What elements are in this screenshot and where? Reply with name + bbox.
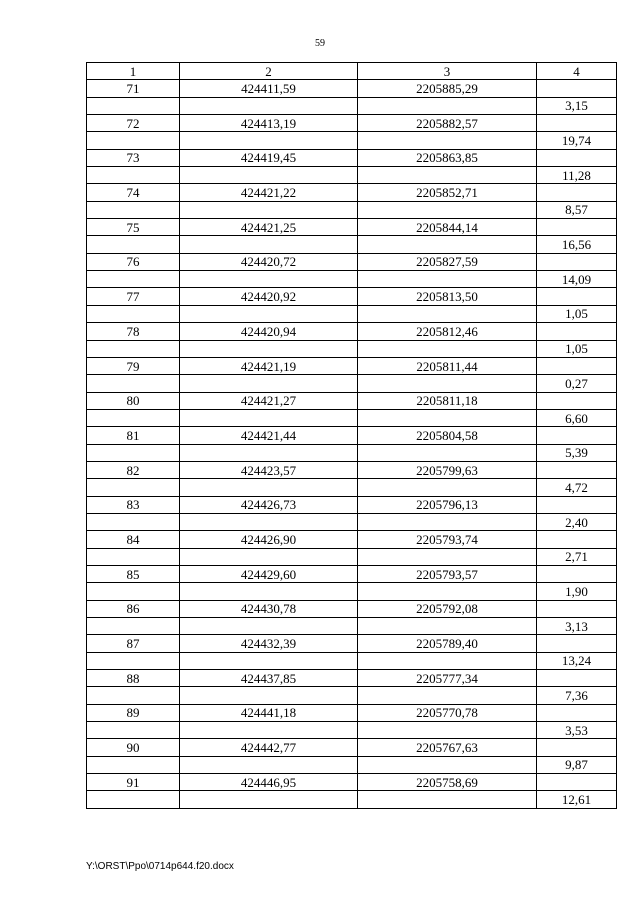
point-number-cell: 71 xyxy=(87,80,180,97)
table-row xyxy=(87,392,617,409)
distance-cell: 13,24 xyxy=(537,652,617,669)
x-coordinate-cell: 424423,57 xyxy=(180,461,358,478)
x-coordinate-cell: 424421,22 xyxy=(180,184,358,201)
empty-cell xyxy=(358,305,537,322)
point-number-cell: 72 xyxy=(87,115,180,132)
table-row-distance xyxy=(87,132,617,149)
empty-cell xyxy=(358,97,537,114)
table-row-distance xyxy=(87,201,617,218)
point-number-cell: 88 xyxy=(87,670,180,687)
y-coordinate-cell: 2205885,29 xyxy=(358,80,537,97)
empty-cell xyxy=(87,271,180,288)
empty-cell xyxy=(537,80,617,97)
table-row-distance xyxy=(87,167,617,184)
distance-cell: 11,28 xyxy=(537,167,617,184)
empty-cell xyxy=(358,722,537,739)
empty-cell xyxy=(87,375,180,392)
column-header-4: 4 xyxy=(537,63,617,80)
point-number-cell: 84 xyxy=(87,531,180,548)
x-coordinate-cell: 424420,94 xyxy=(180,323,358,340)
table-row-distance xyxy=(87,583,617,600)
table-row xyxy=(87,565,617,582)
empty-cell xyxy=(180,479,358,496)
table-row-distance xyxy=(87,548,617,565)
empty-cell xyxy=(180,305,358,322)
empty-cell xyxy=(180,375,358,392)
empty-cell xyxy=(537,704,617,721)
distance-cell: 7,36 xyxy=(537,687,617,704)
empty-cell xyxy=(180,687,358,704)
point-number-cell: 80 xyxy=(87,392,180,409)
x-coordinate-cell: 424432,39 xyxy=(180,635,358,652)
empty-cell xyxy=(358,791,537,808)
point-number-cell: 83 xyxy=(87,496,180,513)
point-number-cell: 76 xyxy=(87,253,180,270)
empty-cell xyxy=(180,201,358,218)
point-number-cell: 87 xyxy=(87,635,180,652)
empty-cell xyxy=(537,774,617,791)
column-header-2: 2 xyxy=(180,63,358,80)
empty-cell xyxy=(358,340,537,357)
empty-cell xyxy=(87,409,180,426)
empty-cell xyxy=(87,687,180,704)
empty-cell xyxy=(180,513,358,530)
empty-cell xyxy=(87,652,180,669)
table-row-distance xyxy=(87,236,617,253)
empty-cell xyxy=(180,548,358,565)
distance-cell: 19,74 xyxy=(537,132,617,149)
table-row xyxy=(87,427,617,444)
empty-cell xyxy=(358,271,537,288)
empty-cell xyxy=(87,548,180,565)
point-number-cell: 73 xyxy=(87,149,180,166)
empty-cell xyxy=(87,722,180,739)
empty-cell xyxy=(180,444,358,461)
empty-cell xyxy=(180,791,358,808)
table-row xyxy=(87,219,617,236)
table-row-distance xyxy=(87,444,617,461)
point-number-cell: 91 xyxy=(87,774,180,791)
y-coordinate-cell: 2205793,57 xyxy=(358,565,537,582)
distance-cell: 4,72 xyxy=(537,479,617,496)
point-number-cell: 90 xyxy=(87,739,180,756)
table-row xyxy=(87,496,617,513)
empty-cell xyxy=(358,513,537,530)
y-coordinate-cell: 2205863,85 xyxy=(358,149,537,166)
empty-cell xyxy=(180,271,358,288)
point-number-cell: 81 xyxy=(87,427,180,444)
empty-cell xyxy=(87,167,180,184)
y-coordinate-cell: 2205789,40 xyxy=(358,635,537,652)
point-number-cell: 78 xyxy=(87,323,180,340)
table-row-distance xyxy=(87,409,617,426)
y-coordinate-cell: 2205813,50 xyxy=(358,288,537,305)
empty-cell xyxy=(537,253,617,270)
distance-cell: 6,60 xyxy=(537,409,617,426)
x-coordinate-cell: 424419,45 xyxy=(180,149,358,166)
empty-cell xyxy=(87,479,180,496)
x-coordinate-cell: 424437,85 xyxy=(180,670,358,687)
y-coordinate-cell: 2205792,08 xyxy=(358,600,537,617)
point-number-cell: 74 xyxy=(87,184,180,201)
file-path-footer: Y:\ORST\Ppo\0714p644.f20.docx xyxy=(86,861,234,872)
point-number-cell: 79 xyxy=(87,357,180,374)
empty-cell xyxy=(180,618,358,635)
table-row xyxy=(87,600,617,617)
y-coordinate-cell: 2205767,63 xyxy=(358,739,537,756)
point-number-cell: 86 xyxy=(87,600,180,617)
y-coordinate-cell: 2205799,63 xyxy=(358,461,537,478)
x-coordinate-cell: 424421,19 xyxy=(180,357,358,374)
distance-cell: 3,53 xyxy=(537,722,617,739)
point-number-cell: 82 xyxy=(87,461,180,478)
empty-cell xyxy=(358,236,537,253)
point-number-cell: 77 xyxy=(87,288,180,305)
table-row xyxy=(87,774,617,791)
empty-cell xyxy=(537,670,617,687)
empty-cell xyxy=(180,652,358,669)
y-coordinate-cell: 2205827,59 xyxy=(358,253,537,270)
distance-cell: 5,39 xyxy=(537,444,617,461)
empty-cell xyxy=(358,201,537,218)
distance-cell: 2,40 xyxy=(537,513,617,530)
x-coordinate-cell: 424430,78 xyxy=(180,600,358,617)
empty-cell xyxy=(87,201,180,218)
empty-cell xyxy=(537,219,617,236)
empty-cell xyxy=(537,184,617,201)
table-header-row xyxy=(87,63,617,80)
empty-cell xyxy=(537,531,617,548)
distance-cell: 12,61 xyxy=(537,791,617,808)
table-row-distance xyxy=(87,375,617,392)
distance-cell: 16,56 xyxy=(537,236,617,253)
y-coordinate-cell: 2205770,78 xyxy=(358,704,537,721)
empty-cell xyxy=(537,288,617,305)
table-row xyxy=(87,461,617,478)
empty-cell xyxy=(537,739,617,756)
empty-cell xyxy=(537,115,617,132)
empty-cell xyxy=(180,167,358,184)
table-row-distance xyxy=(87,479,617,496)
x-coordinate-cell: 424420,92 xyxy=(180,288,358,305)
empty-cell xyxy=(537,635,617,652)
distance-cell: 8,57 xyxy=(537,201,617,218)
column-header-1: 1 xyxy=(87,63,180,80)
table-row-distance xyxy=(87,687,617,704)
empty-cell xyxy=(87,756,180,773)
x-coordinate-cell: 424421,27 xyxy=(180,392,358,409)
y-coordinate-cell: 2205796,13 xyxy=(358,496,537,513)
table-row xyxy=(87,670,617,687)
point-number-cell: 85 xyxy=(87,565,180,582)
x-coordinate-cell: 424421,44 xyxy=(180,427,358,444)
x-coordinate-cell: 424446,95 xyxy=(180,774,358,791)
distance-cell: 1,90 xyxy=(537,583,617,600)
x-coordinate-cell: 424442,77 xyxy=(180,739,358,756)
y-coordinate-cell: 2205758,69 xyxy=(358,774,537,791)
table-row-distance xyxy=(87,305,617,322)
table-row xyxy=(87,531,617,548)
table-row-distance xyxy=(87,756,617,773)
table-row xyxy=(87,184,617,201)
table-row-distance xyxy=(87,791,617,808)
y-coordinate-cell: 2205844,14 xyxy=(358,219,537,236)
empty-cell xyxy=(180,97,358,114)
empty-cell xyxy=(537,565,617,582)
table-body xyxy=(87,80,617,808)
distance-cell: 1,05 xyxy=(537,340,617,357)
x-coordinate-cell: 424426,73 xyxy=(180,496,358,513)
distance-cell: 3,15 xyxy=(537,97,617,114)
empty-cell xyxy=(537,392,617,409)
empty-cell xyxy=(180,583,358,600)
distance-cell: 0,27 xyxy=(537,375,617,392)
table-row xyxy=(87,149,617,166)
empty-cell xyxy=(537,496,617,513)
table-row xyxy=(87,288,617,305)
table-row-distance xyxy=(87,618,617,635)
empty-cell xyxy=(358,548,537,565)
table-row xyxy=(87,323,617,340)
x-coordinate-cell: 424413,19 xyxy=(180,115,358,132)
x-coordinate-cell: 424420,72 xyxy=(180,253,358,270)
empty-cell xyxy=(358,444,537,461)
y-coordinate-cell: 2205882,57 xyxy=(358,115,537,132)
empty-cell xyxy=(180,236,358,253)
y-coordinate-cell: 2205804,58 xyxy=(358,427,537,444)
table-row xyxy=(87,704,617,721)
coordinates-table xyxy=(86,62,617,809)
empty-cell xyxy=(537,461,617,478)
empty-cell xyxy=(87,513,180,530)
table-row-distance xyxy=(87,652,617,669)
empty-cell xyxy=(358,167,537,184)
empty-cell xyxy=(180,132,358,149)
empty-cell xyxy=(537,427,617,444)
y-coordinate-cell: 2205777,34 xyxy=(358,670,537,687)
table-row xyxy=(87,357,617,374)
empty-cell xyxy=(87,132,180,149)
empty-cell xyxy=(537,323,617,340)
y-coordinate-cell: 2205811,44 xyxy=(358,357,537,374)
empty-cell xyxy=(537,357,617,374)
distance-cell: 2,71 xyxy=(537,548,617,565)
y-coordinate-cell: 2205812,46 xyxy=(358,323,537,340)
empty-cell xyxy=(358,375,537,392)
table-row-distance xyxy=(87,340,617,357)
empty-cell xyxy=(358,479,537,496)
table-row-distance xyxy=(87,271,617,288)
distance-cell: 3,13 xyxy=(537,618,617,635)
empty-cell xyxy=(180,756,358,773)
empty-cell xyxy=(358,687,537,704)
empty-cell xyxy=(358,132,537,149)
y-coordinate-cell: 2205852,71 xyxy=(358,184,537,201)
x-coordinate-cell: 424411,59 xyxy=(180,80,358,97)
empty-cell xyxy=(180,722,358,739)
table-row xyxy=(87,739,617,756)
empty-cell xyxy=(87,97,180,114)
empty-cell xyxy=(180,409,358,426)
empty-cell xyxy=(87,236,180,253)
empty-cell xyxy=(358,583,537,600)
x-coordinate-cell: 424421,25 xyxy=(180,219,358,236)
empty-cell xyxy=(87,340,180,357)
empty-cell xyxy=(87,444,180,461)
table-row xyxy=(87,635,617,652)
point-number-cell: 75 xyxy=(87,219,180,236)
empty-cell xyxy=(537,149,617,166)
empty-cell xyxy=(358,652,537,669)
empty-cell xyxy=(87,791,180,808)
x-coordinate-cell: 424441,18 xyxy=(180,704,358,721)
table-row-distance xyxy=(87,722,617,739)
empty-cell xyxy=(87,618,180,635)
x-coordinate-cell: 424429,60 xyxy=(180,565,358,582)
table-row xyxy=(87,253,617,270)
page-number: 59 xyxy=(315,38,325,49)
empty-cell xyxy=(180,340,358,357)
x-coordinate-cell: 424426,90 xyxy=(180,531,358,548)
point-number-cell: 89 xyxy=(87,704,180,721)
empty-cell xyxy=(537,600,617,617)
empty-cell xyxy=(87,583,180,600)
empty-cell xyxy=(358,618,537,635)
distance-cell: 14,09 xyxy=(537,271,617,288)
y-coordinate-cell: 2205793,74 xyxy=(358,531,537,548)
distance-cell: 9,87 xyxy=(537,756,617,773)
table-row-distance xyxy=(87,513,617,530)
empty-cell xyxy=(87,305,180,322)
column-header-3: 3 xyxy=(358,63,537,80)
y-coordinate-cell: 2205811,18 xyxy=(358,392,537,409)
distance-cell: 1,05 xyxy=(537,305,617,322)
empty-cell xyxy=(358,409,537,426)
table-row-distance xyxy=(87,97,617,114)
table-row xyxy=(87,80,617,97)
empty-cell xyxy=(358,756,537,773)
table-row xyxy=(87,115,617,132)
